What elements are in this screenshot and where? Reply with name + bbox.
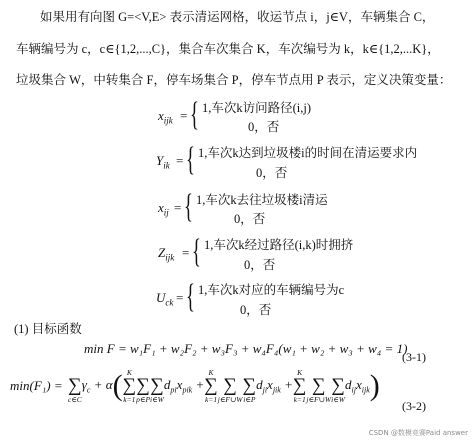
left-brace: { <box>186 141 195 178</box>
left-brace: { <box>184 188 193 225</box>
sum-symbol: K ∑ k=1 <box>292 368 307 404</box>
equation-number-3-1: (3-1) <box>402 350 426 364</box>
case-false: 0，否 <box>234 212 266 226</box>
case-true: 1,车次k去往垃圾楼i清运 <box>196 193 328 207</box>
sum-symbol: ∑ i∈W <box>150 375 164 404</box>
right-paren: ) <box>369 369 380 402</box>
equation-lhs: min(F₁) = <box>10 378 63 393</box>
left-brace: { <box>186 278 195 315</box>
equation-3-1: min F = w₁F₁ + w₂F₂ + w₃F₃ + w₄F₄(w₁ + w₂ + w₃ + w₄ = 1) <box>84 341 408 356</box>
equals-sign: = <box>176 153 184 168</box>
case-true: 1,车次k经过路径(i,k)时拥挤 <box>204 238 354 252</box>
sum-symbol: ∑ j∈F∪W <box>217 375 243 404</box>
watermark: CSDN @数模竞赛Paid answer <box>368 429 468 437</box>
variable-symbol: $U_{ck}$ <box>156 290 174 308</box>
sum-symbol: K ∑ k=1 <box>204 368 218 404</box>
case-true: 1,车次k访问路径(i,j) <box>202 101 312 115</box>
intro-line-2: 车辆编号为 c，c∈{1,2,...,C}，集合车次集合 K，车次编号为 k，k∈{1,2,...K}， <box>16 42 440 56</box>
left-brace: { <box>190 96 199 133</box>
sum-symbol: ∑ p∈P <box>136 375 151 404</box>
case-true: 1,车次k对应的车辆编号为c <box>198 283 345 297</box>
sum-symbol: ∑ j∈F∪W <box>306 375 332 404</box>
section-heading: (1) 目标函数 <box>14 322 82 336</box>
intro-line-1: 如果用有向图 G=<V,E> 表示清运网格，收运节点 i，j∈V，车辆集合 C， <box>40 10 435 24</box>
left-brace: { <box>192 233 201 270</box>
case-true: 1,车次k达到垃圾楼i的时间在清运要求内 <box>198 146 418 160</box>
equals-sign: = <box>176 290 184 305</box>
equals-sign: = <box>182 245 190 260</box>
case-false: 0，否 <box>240 303 272 317</box>
variable-symbol: $Z_{ijk}$ <box>158 245 175 263</box>
sum-symbol: ∑ i∈P <box>242 375 257 404</box>
equals-sign: = <box>180 108 188 123</box>
sum-symbol: K ∑ k=1 <box>122 368 137 404</box>
sum-symbol: ∑ c∈C <box>67 375 82 404</box>
variable-symbol: $x_{ijk}$ <box>158 108 173 126</box>
case-false: 0，否 <box>256 166 288 180</box>
intro-line-3: 垃圾集合 W，中转集合 F，停车场集合 P，停车节点用 P 表示，定义决策变量： <box>16 73 452 87</box>
equals-sign: = <box>174 200 182 215</box>
sum-symbol: ∑ i∈W <box>331 375 346 404</box>
case-false: 0，否 <box>248 120 280 134</box>
equation-3-2: min(F₁) = ∑ c∈C $\gamma_c + \alpha$( K ∑ k=1 ∑ p∈P ∑ i∈W $d_{pi}x_{pik}$ + K ∑ k=1 ∑ j∈F∪W ∑ i∈P $d_{ji}x_{jik}$ + K ∑ k=1 ∑ j∈F∪W ∑ i∈W $d_{ij}x_{ijk}$) <box>10 368 380 404</box>
variable-symbol: $Y_{ik}$ <box>156 153 170 171</box>
variable-symbol: $x_{ij}$ <box>158 200 169 218</box>
equation-number-3-2: (3-2) <box>402 399 426 413</box>
case-false: 0，否 <box>244 258 276 272</box>
left-paren: ( <box>112 369 123 402</box>
